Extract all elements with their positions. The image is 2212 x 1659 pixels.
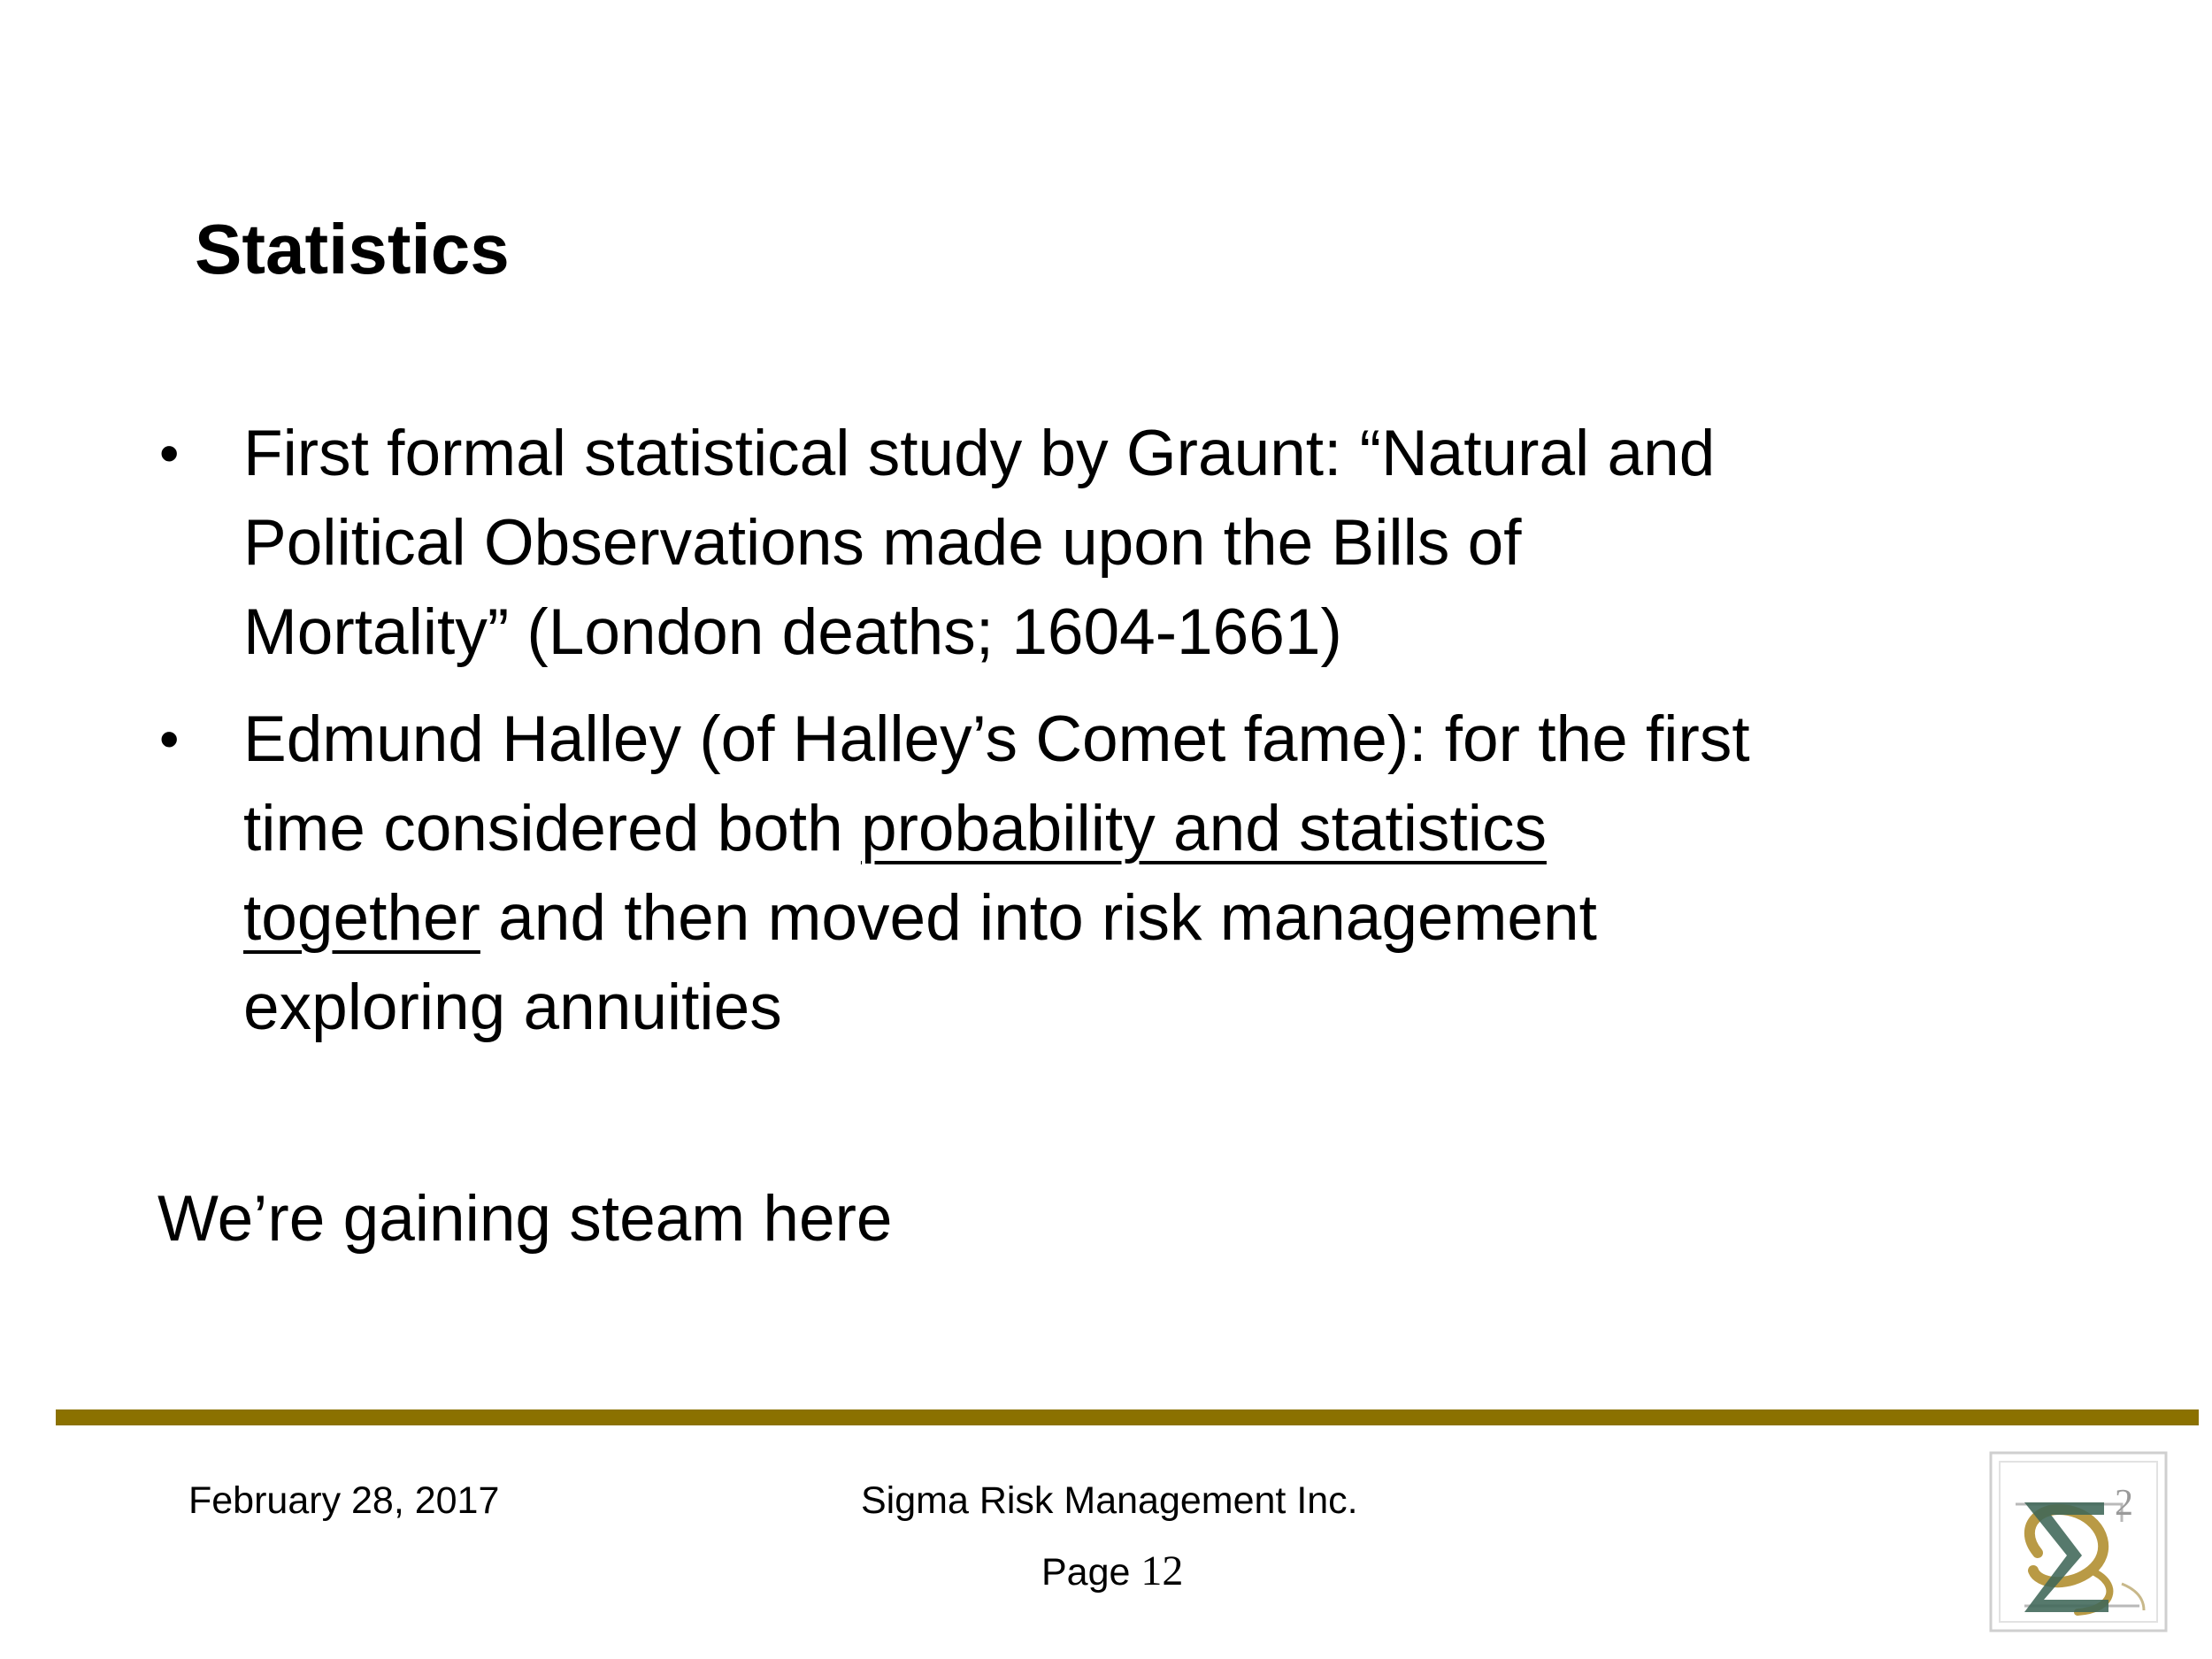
underlined-phrase: probability and statistics (860, 793, 1547, 864)
bullet-text (243, 695, 1927, 1052)
closing-remark: We’re gaining steam here (157, 1183, 893, 1255)
bullet-line-text: and then moved into risk management (480, 882, 1597, 954)
bullet-line-text: First formal statistical study by Graunt: “Natural and (243, 418, 1716, 489)
bullet-line (243, 498, 1927, 588)
bullet-item (157, 409, 1927, 677)
bullet-line-text: time considered both (243, 793, 861, 864)
footer-page (1041, 1547, 1183, 1597)
underlined-phrase: together (243, 882, 480, 954)
logo-superscript: 2 (2115, 1483, 2133, 1524)
footer-company: Sigma Risk Management Inc. (861, 1479, 1358, 1522)
bullet-line (243, 784, 1927, 873)
bullet-dot-icon: • (159, 421, 180, 485)
bullet-line (243, 963, 1927, 1052)
bullet-line (243, 695, 1927, 784)
page-label: Page (1041, 1551, 1141, 1594)
bullet-line-text: Political Observations made upon the Bills of (243, 507, 1522, 579)
sigma-squared-logo-icon (1989, 1451, 2168, 1632)
bullet-item (157, 695, 1927, 1052)
bullet-line (243, 873, 1927, 963)
bullet-dot-icon: • (159, 707, 180, 771)
footer-date: February 28, 2017 (188, 1479, 500, 1522)
bullet-text (243, 409, 1927, 677)
bullet-line (243, 588, 1927, 677)
bullet-line-text: Edmund Halley (of Halley’s Comet fame): for the first (243, 703, 1750, 775)
page-number: 12 (1141, 1548, 1184, 1594)
slide-title: Statistics (195, 210, 510, 288)
bullet-line-text: Mortality” (London deaths; 1604-1661) (243, 596, 1342, 668)
bullet-line (243, 409, 1927, 498)
footer-divider (56, 1409, 2199, 1425)
bullet-line-text: exploring annuities (243, 972, 782, 1043)
bullet-list (157, 409, 1927, 1070)
